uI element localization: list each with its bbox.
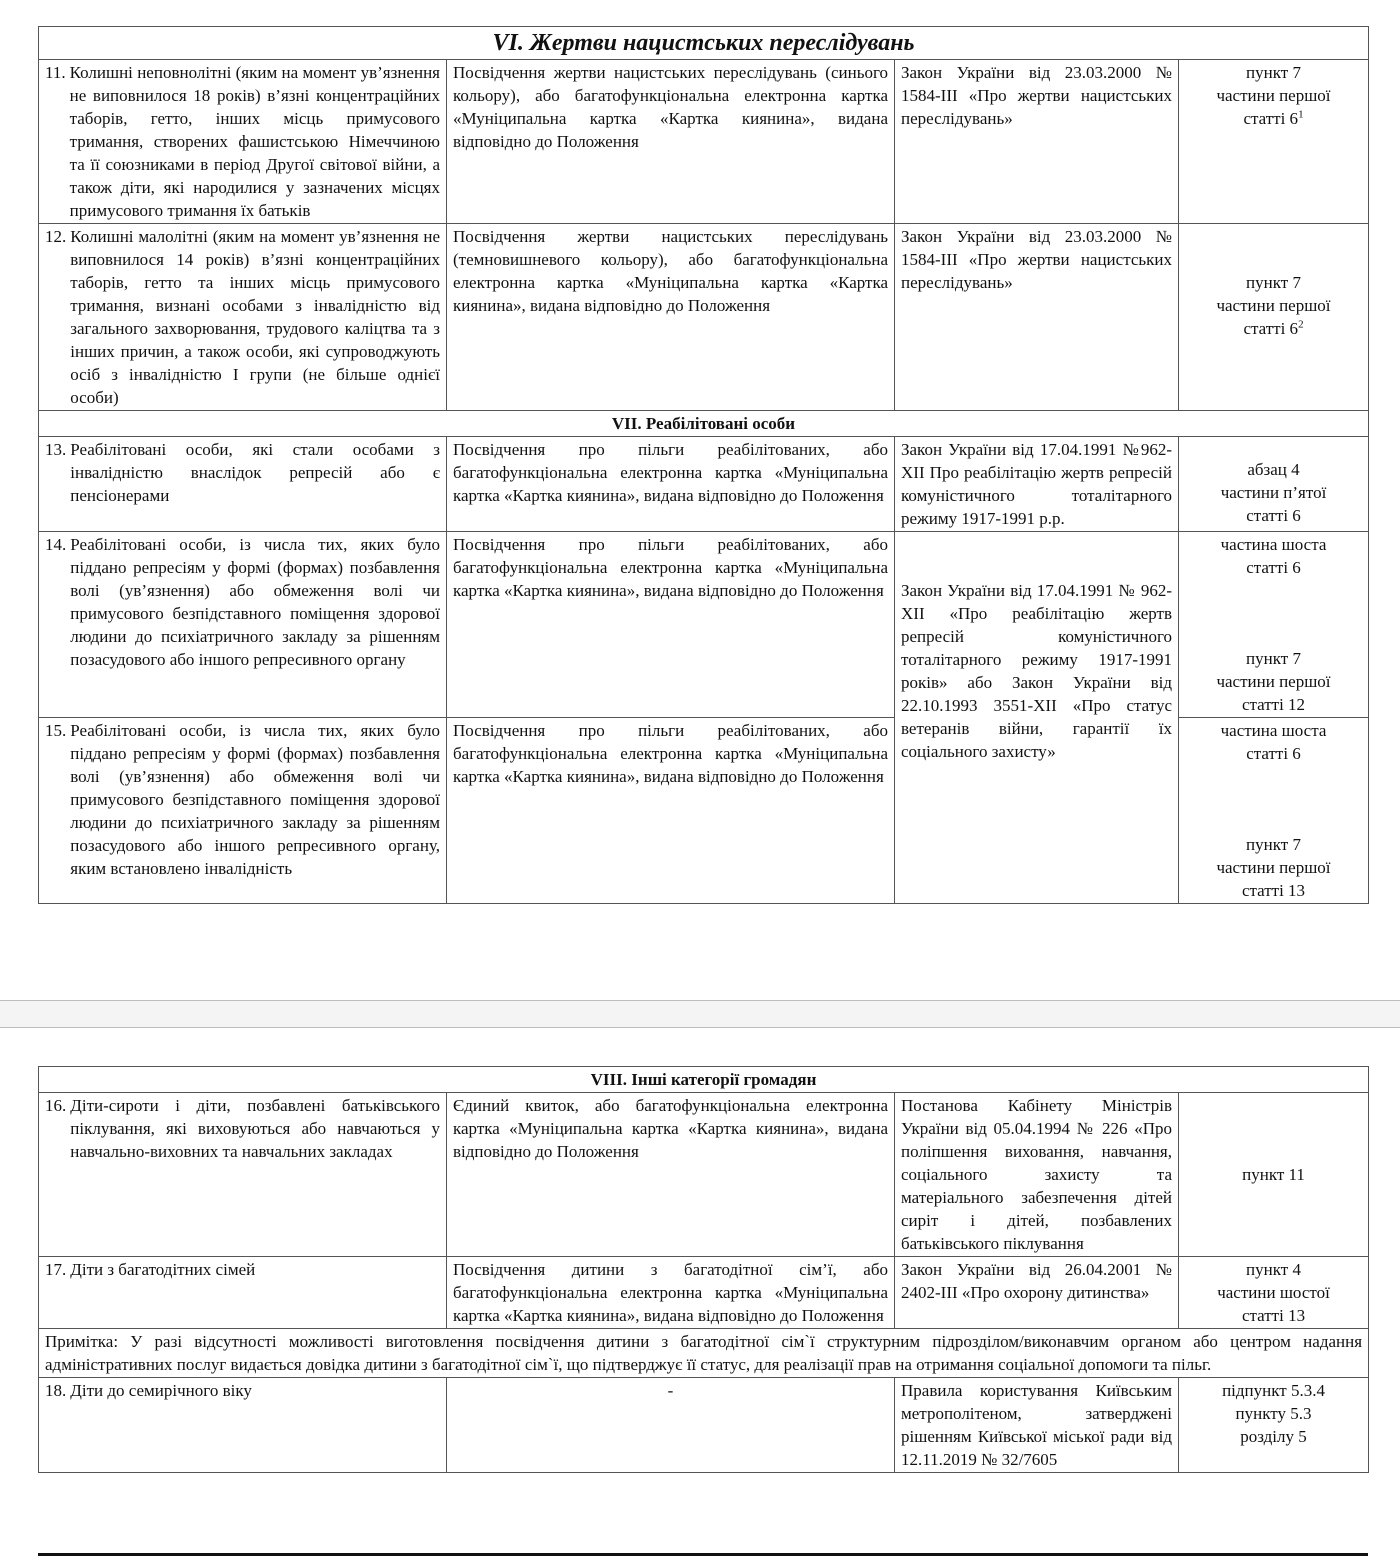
section-title-vii: VII. Реабілітовані особи bbox=[39, 411, 1369, 437]
law-cell: Закон України від 23.03.2000 № 1584-ІІІ «Про жертви нацистських переслідувань» bbox=[895, 60, 1179, 224]
table-row bbox=[39, 437, 1369, 532]
article-cell: частина шоста статті 6 пункт 7 частини першої статті 12 bbox=[1179, 532, 1369, 718]
note-text: Примітка: У разі відсутності можливості виготовлення посвідчення дитини з багатодітної сім`ї структурним підрозділом/виконавчим органом або центром надання адміністративних послуг видається довідка дитини з багатодітної сім`ї, що підтверджує її статус, для реалізації прав на отримання соціальної допомоги та пільг. bbox=[39, 1329, 1369, 1378]
row-number: 12. bbox=[45, 227, 67, 246]
document-cell: Посвідчення про пільги реабілітованих, або багатофункціональна електронна картка «Муніципальна картка «Картка киянина», видана відповідно до Положення bbox=[447, 718, 895, 904]
article-cell: пункт 4 частини шостої статті 13 bbox=[1179, 1257, 1369, 1329]
section-header-row bbox=[39, 27, 1369, 60]
category-cell bbox=[39, 437, 447, 532]
article-cell: абзац 4 частини п’ятої статті 6 bbox=[1179, 437, 1369, 532]
row-number: 15. bbox=[45, 721, 67, 740]
document-cell: Посвідчення жертви нацистських переслідувань (синього кольору), або багатофункціональна електронна картка «Муніципальна картка «Картка киянина», видана відповідно до Положення bbox=[447, 60, 895, 224]
document-cell: Єдиний квиток, або багатофункціональна електронна картка «Муніципальна картка «Картка киянина», видана відповідно до Положення bbox=[447, 1093, 895, 1257]
document-cell: Посвідчення про пільги реабілітованих, або багатофункціональна електронна картка «Муніципальна картка «Картка киянина», видана відповідно до Положення bbox=[447, 532, 895, 718]
document-cell: Посвідчення дитини з багатодітної сім’ї, або багатофункціональна електронна картка «Муніципальна картка «Картка киянина», видана відповідно до Положення bbox=[447, 1257, 895, 1329]
benefits-table-part-1 bbox=[38, 26, 1369, 904]
table-row bbox=[39, 1378, 1369, 1473]
table-row bbox=[39, 532, 1369, 718]
category-text: Реабілітовані особи, із числа тих, яких було піддано репресіям у формі (формах) позбавлення волі (ув’язнення) або обмеження волі чи примусового безпідставного поміщення здорової людини до психіатричного закладу за рішенням позасудового або іншого репресивного органу, яким встановлено інвалідність bbox=[70, 721, 440, 878]
article-cell: пункт 11 bbox=[1179, 1093, 1369, 1257]
section-title-vi: VI. Жертви нацистських переслідувань bbox=[39, 27, 1369, 60]
law-cell: Постанова Кабінету Міністрів України від 05.04.1994 № 226 «Про поліпшення виховання, навчання, соціального захисту та матеріального забезпечення дітей сиріт і дітей, позбавлених батьківського піклування bbox=[895, 1093, 1179, 1257]
document-cell: Посвідчення про пільги реабілітованих, або багатофункціональна електронна картка «Муніципальна картка «Картка киянина», видана відповідно до Положення bbox=[447, 437, 895, 532]
row-number: 18. bbox=[45, 1381, 67, 1400]
category-text: Колишні неповнолітні (яким на момент ув’язнення не виповнилося 18 років) в’язні концентраційних таборів, гетто, інших місць примусового тримання, створених фашистською Німеччиною та її союзниками в період Другої світової війни, а також діти, які народилися у зазначених місцях примусового тримання їх батьків bbox=[69, 63, 440, 220]
section-title-viii: VIII. Інші категорії громадян bbox=[39, 1067, 1369, 1093]
category-cell bbox=[39, 1093, 447, 1257]
law-cell: Закон України від 23.03.2000 № 1584-ІІІ «Про жертви нацистських переслідувань» bbox=[895, 224, 1179, 411]
row-number: 16. bbox=[45, 1096, 67, 1115]
document-page-2 bbox=[0, 1028, 1400, 1560]
row-number: 11. bbox=[45, 63, 66, 82]
category-cell bbox=[39, 60, 447, 224]
category-cell bbox=[39, 224, 447, 411]
table-row bbox=[39, 224, 1369, 411]
table-row bbox=[39, 1257, 1369, 1329]
category-cell bbox=[39, 1378, 447, 1473]
table-row bbox=[39, 1093, 1369, 1257]
category-text: Колишні малолітні (яким на момент ув’язнення не виповнилося 14 років) в’язні концентраційних таборів, гетто та інших місць примусового тримання, визнані особами з інвалідністю від загального захворювання, трудового каліцтва та з інших причин, а також особи, які супроводжують осіб з інвалідністю I групи (не більше однієї особи) bbox=[70, 227, 440, 407]
row-number: 13. bbox=[45, 440, 67, 459]
category-cell bbox=[39, 718, 447, 904]
category-text: Реабілітовані особи, із числа тих, яких було піддано репресіям у формі (формах) позбавлення волі (ув’язнення) або обмеження волі чи примусового безпідставного поміщення здорової людини до психіатричного закладу за рішенням позасудового або іншого репресивного органу bbox=[70, 535, 440, 669]
article-cell: пункт 7 частини першої статті $6^2$ bbox=[1179, 224, 1369, 411]
category-text: Діти з багатодітних сімей bbox=[70, 1260, 256, 1279]
section-header-row bbox=[39, 1067, 1369, 1093]
document-cell: Посвідчення жертви нацистських переслідувань (темновишневого кольору), або багатофункціональна електронна картка «Муніципальна картка «Картка киянина», видана відповідно до Положення bbox=[447, 224, 895, 411]
law-cell: Правила користування Київським метрополітеном, затверджені рішенням Київської міської ради від 12.11.2019 № 32/7605 bbox=[895, 1378, 1179, 1473]
category-text: Діти-сироти і діти, позбавлені батьківського піклування, які виховуються або навчаються у навчально-виховних та навчальних закладах bbox=[70, 1096, 440, 1161]
category-text: Діти до семирічного віку bbox=[70, 1381, 252, 1400]
category-cell bbox=[39, 1257, 447, 1329]
article-cell: підпункт 5.3.4 пункту 5.3 розділу 5 bbox=[1179, 1378, 1369, 1473]
benefits-table-part-2 bbox=[38, 1066, 1369, 1473]
table-row bbox=[39, 60, 1369, 224]
law-cell: Закон України від 17.04.1991 №962-XII Про реабілітацію жертв репресій комуністичного тоталітарного режиму 1917-1991 р.р. bbox=[895, 437, 1179, 532]
document-cell: - bbox=[447, 1378, 895, 1473]
category-cell bbox=[39, 532, 447, 718]
page-gap bbox=[0, 1001, 1400, 1027]
category-text: Реабілітовані особи, які стали особами з інвалідністю внаслідок репресій або є пенсіонерами bbox=[70, 440, 440, 505]
section-header-row bbox=[39, 411, 1369, 437]
bottom-rule bbox=[38, 1553, 1368, 1556]
note-row bbox=[39, 1329, 1369, 1378]
law-cell: Закон України від 26.04.2001 № 2402-ІІІ «Про охорону дитинства» bbox=[895, 1257, 1179, 1329]
law-cell: Закон України від 17.04.1991 № 962-XII «Про реабілітацію жертв репресій комуністичного тоталітарного режиму 1917-1991 років» або Закон України від 22.10.1993 3551-XII «Про статус ветеранів війни, гарантії їх соціального захисту» bbox=[895, 532, 1179, 904]
article-cell: пункт 7 частини першої статті $6^1$ bbox=[1179, 60, 1369, 224]
article-cell: частина шоста статті 6 пункт 7 частини першої статті 13 bbox=[1179, 718, 1369, 904]
row-number: 14. bbox=[45, 535, 67, 554]
row-number: 17. bbox=[45, 1260, 67, 1279]
